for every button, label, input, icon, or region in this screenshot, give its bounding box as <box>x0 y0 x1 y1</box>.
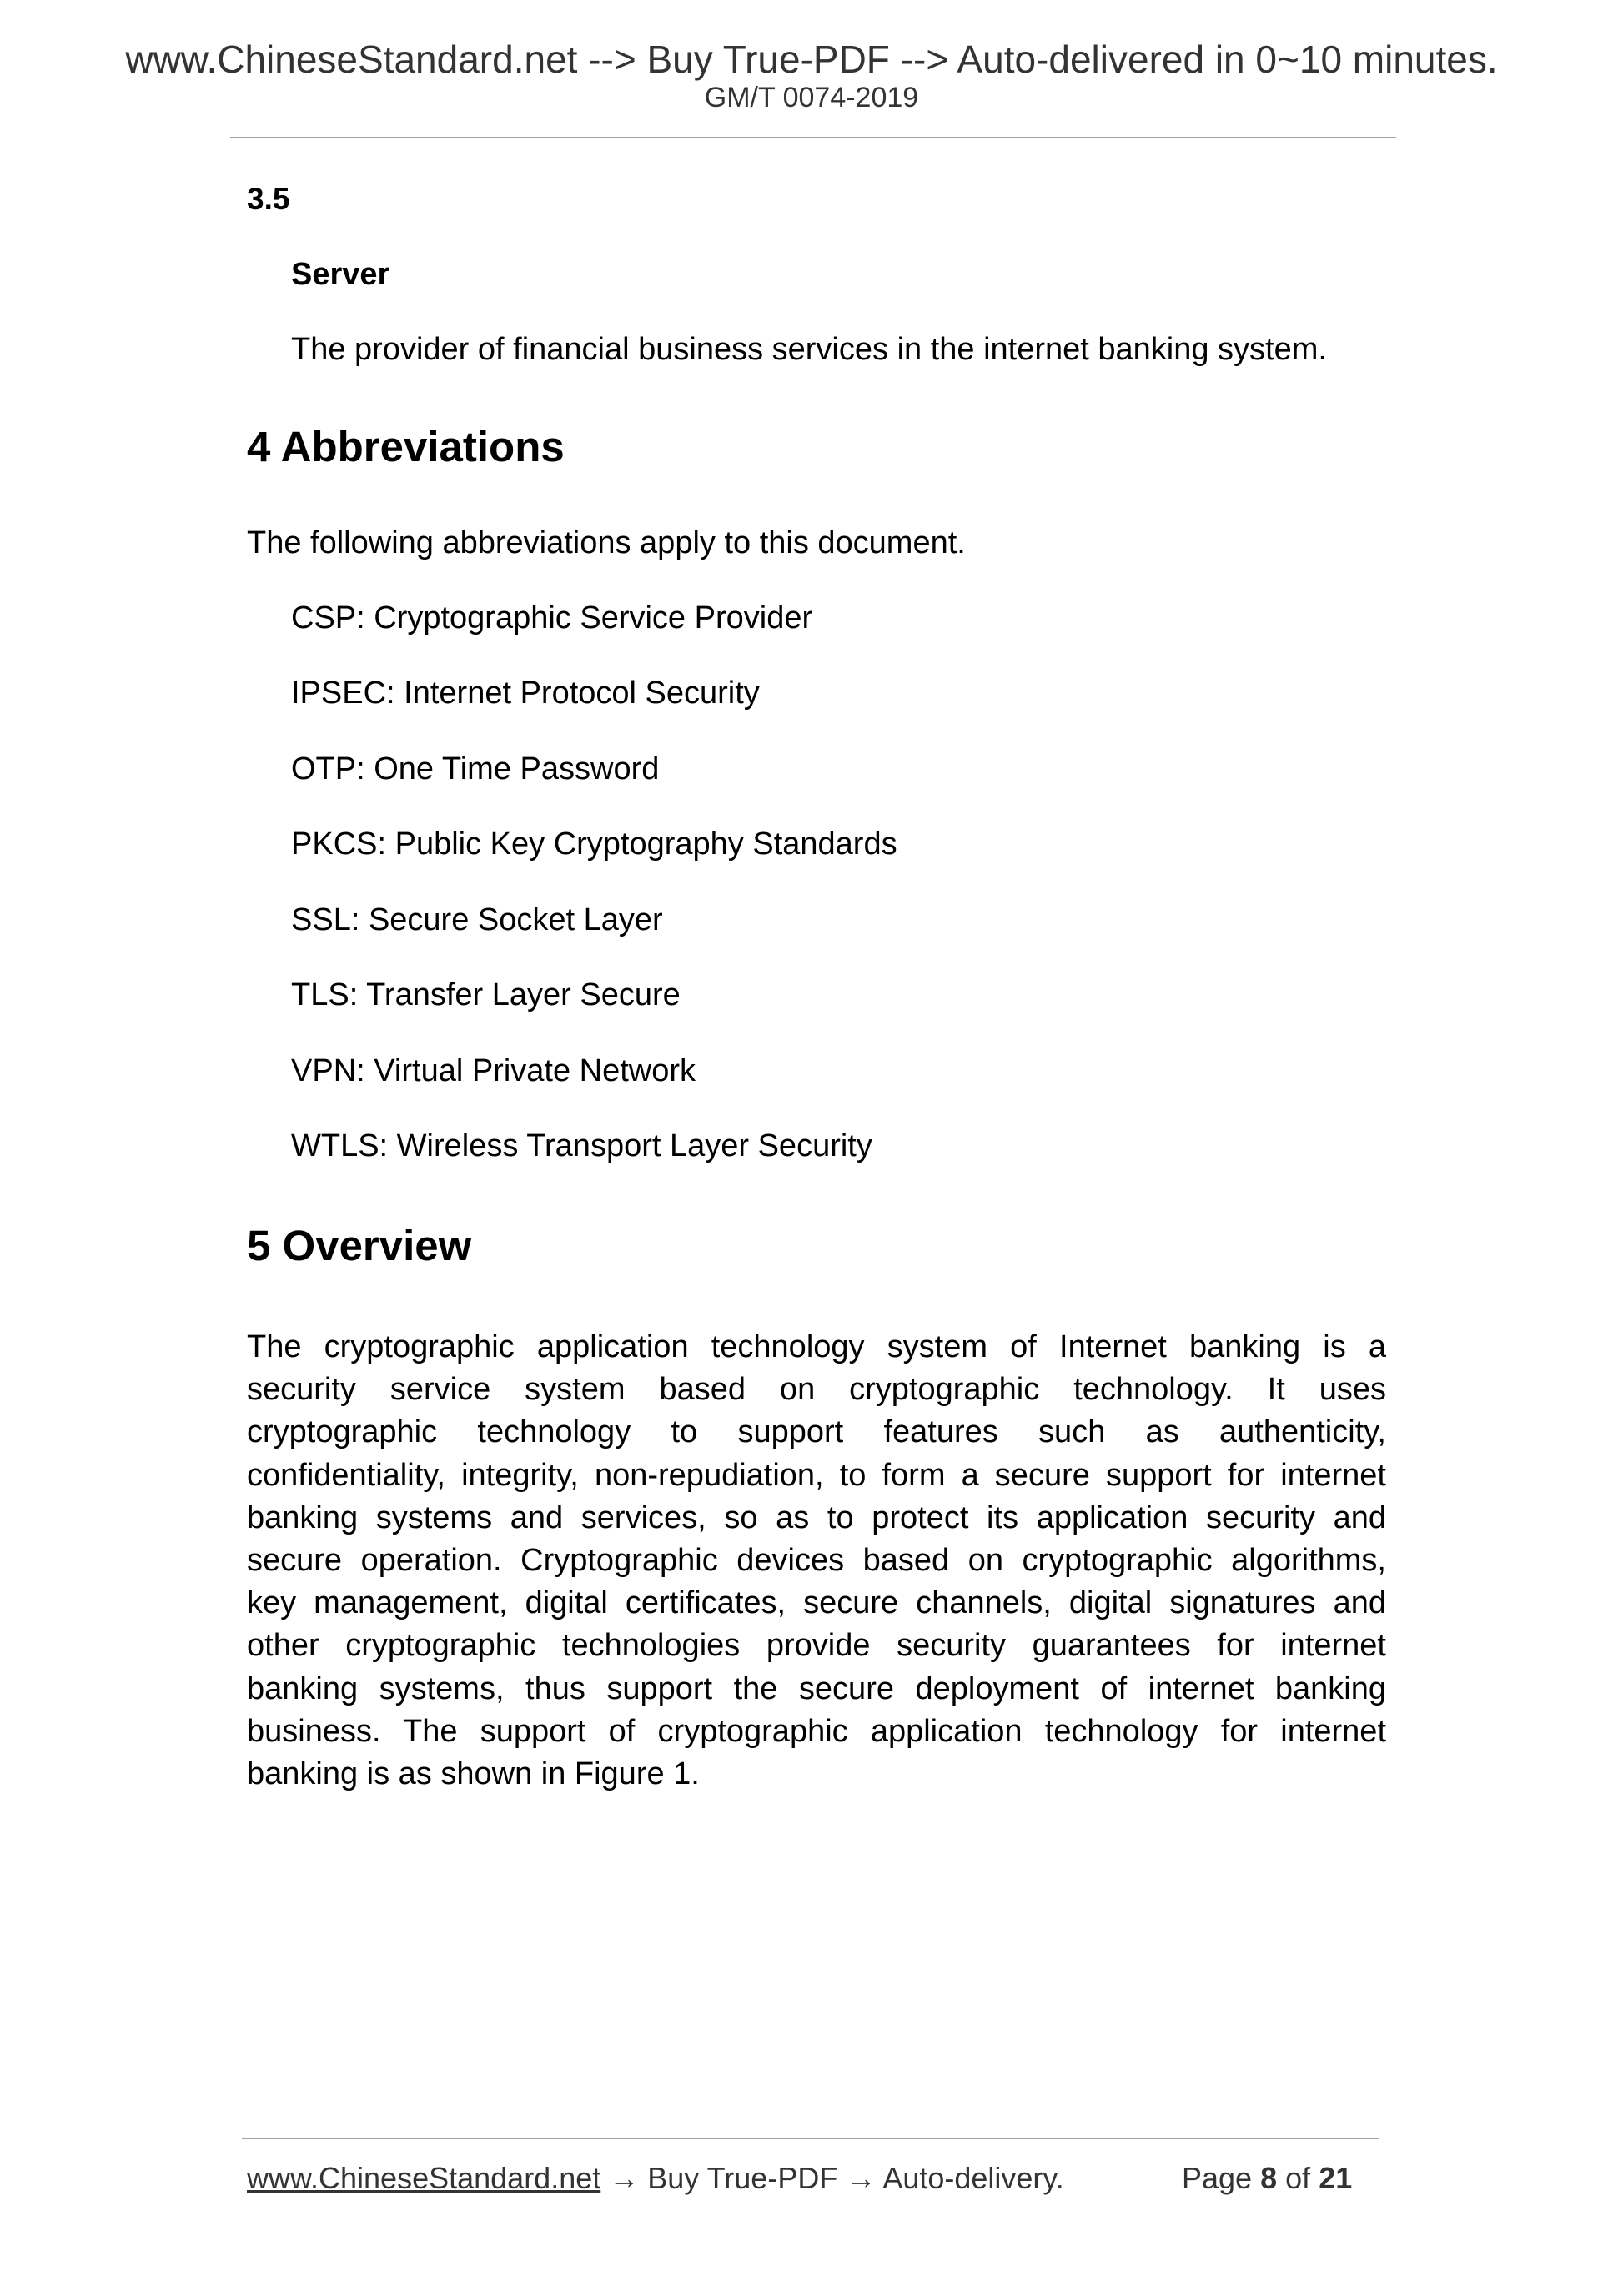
abbreviation-item: VPN: Virtual Private Network <box>291 1053 696 1088</box>
page-number: 8 <box>1260 2161 1278 2195</box>
section-heading-abbreviations: 4 Abbreviations <box>247 423 565 470</box>
paragraph-line: banking systems and services, so as to protect its application security and <box>247 1500 1386 1535</box>
page-indicator <box>1182 2163 1352 2193</box>
footer-text <box>247 2163 1064 2193</box>
term-definition: The provider of financial business services in the internet banking system. <box>291 332 1327 367</box>
paragraph-line: key management, digital certificates, secure channels, digital signatures and <box>247 1585 1386 1621</box>
footer-divider <box>242 2138 1379 2139</box>
header-divider <box>230 137 1396 138</box>
page-label: Page <box>1182 2161 1253 2195</box>
paragraph-line: cryptographic technology to support features such as authenticity, <box>247 1414 1386 1450</box>
footer-link[interactable]: www.ChineseStandard.net <box>247 2161 601 2195</box>
clause-number: 3.5 <box>247 182 290 216</box>
paragraph-line: other cryptographic technologies provide security guarantees for internet <box>247 1628 1386 1664</box>
abbreviation-item: CSP: Cryptographic Service Provider <box>291 600 813 636</box>
abbreviation-item: WTLS: Wireless Transport Layer Security <box>291 1128 872 1163</box>
paragraph-line: The cryptographic application technology system of Internet banking is a <box>247 1329 1386 1364</box>
abbreviation-item: SSL: Secure Socket Layer <box>291 902 663 937</box>
section-heading-overview: 5 Overview <box>247 1222 472 1269</box>
paragraph-line: security service system based on cryptographic technology. It uses <box>247 1372 1386 1408</box>
header-banner: www.ChineseStandard.net --> Buy True-PDF --> Auto-delivered in 0~10 minutes. <box>125 38 1498 81</box>
total-pages: 21 <box>1319 2161 1353 2195</box>
paragraph-line: secure operation. Cryptographic devices based on cryptographic algorithms, <box>247 1542 1386 1578</box>
paragraph-line: business. The support of cryptographic application technology for internet <box>247 1713 1386 1749</box>
document-code: GM/T 0074-2019 <box>704 82 919 113</box>
of-label: of <box>1285 2161 1311 2195</box>
overview-paragraph <box>247 1326 1386 1796</box>
abbreviation-item: PKCS: Public Key Cryptography Standards <box>291 826 897 862</box>
term-title: Server <box>291 257 390 292</box>
abbreviations-intro: The following abbreviations apply to this document. <box>247 525 966 560</box>
paragraph-line: banking systems, thus support the secure deployment of internet banking <box>247 1671 1386 1706</box>
abbreviation-item: OTP: One Time Password <box>291 751 660 786</box>
abbreviation-item: IPSEC: Internet Protocol Security <box>291 676 760 711</box>
paragraph-line: confidentiality, integrity, non-repudiation, to form a secure support for internet <box>247 1457 1386 1493</box>
paragraph-line: banking is as shown in Figure 1. <box>247 1756 700 1791</box>
abbreviation-item: TLS: Transfer Layer Secure <box>291 977 681 1012</box>
footer-tagline: → Buy True-PDF → Auto-delivery. <box>600 2161 1064 2195</box>
